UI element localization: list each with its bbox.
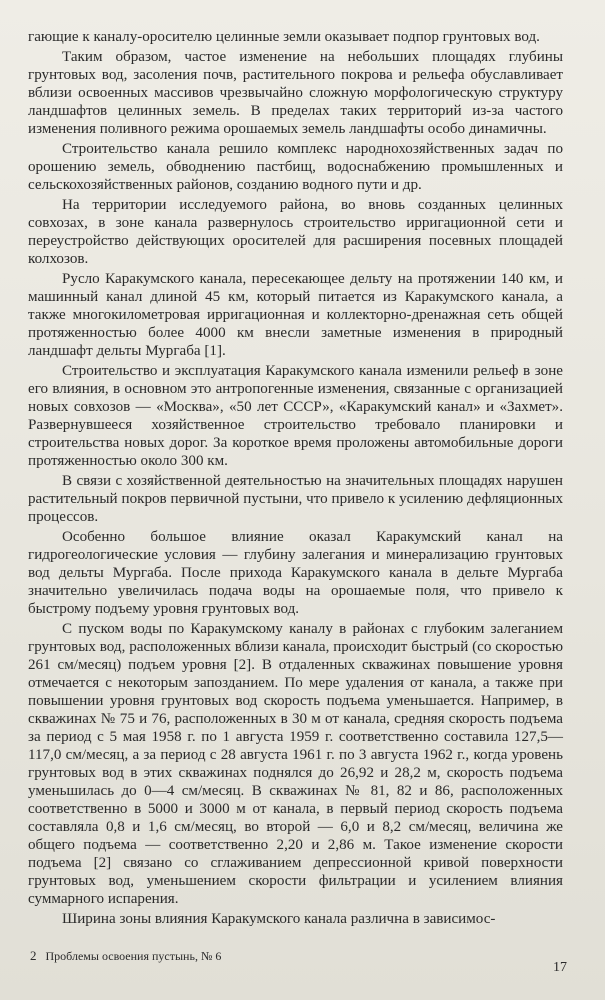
paragraph-1: гающие к каналу-оросителю целинные земли оказывает подпор грунтовых вод. bbox=[28, 29, 540, 45]
paragraph-10: Ширина зоны влияния Каракумского канала различна в зависимос- bbox=[62, 911, 496, 927]
paragraph-9: С пуском воды по Каракумскому каналу в районах с глубоким залеганием грунтовых вод, расположенных вблизи канала, происходит быстрый (со скоростью 261 см/месяц) подъем уровня [2]. В отдаленных скважинах повышение уровня отмечается с некоторым запозданием. По мере удаления от канала, а также при повышении уровня грунтовых вод скорость подъема уменьшается. Например, в скважинах № 75 и 76, расположенных в 30 м от канала, средняя скорость подъема за период с 5 мая 1958 г. по 1 августа 1959 г. соответственно составила 127,5—117,0 см/месяц, а за период с 28 августа 1961 г. по 3 августа 1962 г., когда уровень грунтовых вод в этих скважинах поднялся до 26,92 и 28,2 м, скорость подъема уменьшилась до 0—4 см/месяц. В скважинах № 81, 82 и 86, расположенных соответственно в 5000 и 3000 м от канала, в первый период скорость подъема составляла 0,8 и 1,6 см/месяц, во второй — 6,0 и 8,2 см/месяц, величина же общего подъема — соответственно 2,20 и 2,86 м. Такое изменение скорости подъема [2] связано со сглаживанием депрессионной кривой поверхности грунтовых вод, уменьшением скорости фильтрации и усилением влияния суммарного испарения. bbox=[28, 621, 563, 907]
signature-number: 2 bbox=[30, 948, 37, 963]
paragraph-8: Особенно большое влияние оказал Каракумский канал на гидрогеологические условия — глубину залегания и минерализацию грунтовых вод дельты Мургаба. После прихода Каракумского канала в дельте Мургаба значительно увеличилась подача воды на орошаемые поля, что привело к быстрому подъему уровня грунтовых вод. bbox=[28, 529, 563, 617]
signature-text: Проблемы освоения пустынь, № 6 bbox=[45, 949, 222, 963]
paragraph-7: В связи с хозяйственной деятельностью на значительных площадях нарушен растительный покров первичной пустыни, что привело к усилению дефляционных процессов. bbox=[28, 473, 563, 525]
paragraph-2: Таким образом, частое изменение на небольших площадях глубины грунтовых вод, засоления почв, растительного покрова и рельефа обуславливает вблизи освоенных массивов чрезвычайно сложную морфологическую структуру ландшафтов целинных земель. В пределах таких территорий из-за частого изменения поливного режима орошаемых земель ландшафты особо динамичны. bbox=[28, 49, 563, 137]
page-number: 17 bbox=[553, 960, 567, 975]
body-text bbox=[28, 28, 563, 930]
paragraph-5: Русло Каракумского канала, пересекающее дельту на протяжении 140 км, и машинный канал длиной 45 км, который питается из Каракумского канала, а также многокилометровая ирригационная и коллекторно-дренажная сеть общей протяженностью более 4000 км внесли заметные изменения в природный ландшафт дельты Мургаба [1]. bbox=[28, 271, 563, 359]
paragraph-6: Строительство и эксплуатация Каракумского канала изменили рельеф в зоне его влияния, в основном это антропогенные изменения, связанные с организацией новых совхозов — «Москва», «50 лет СССР», «Каракумский канал» и «Захмет». Развернувшееся хозяйственное строительство требовало планировки и строительства новых дорог. За короткое время проложены автомобильные дороги протяженностью около 300 км. bbox=[28, 363, 563, 469]
paragraph-3: Строительство канала решило комплекс народнохозяйственных задач по орошению земель, обводнению пастбищ, водоснабжению промышленных и сельскохозяйственных районов, созданию водного пути и др. bbox=[28, 141, 563, 193]
paragraph-4: На территории исследуемого района, во вновь созданных целинных совхозах, в зоне канала развернулось строительство ирригационной сети и переустройство действующих оросителей для расширения посевных площадей колхозов. bbox=[28, 197, 563, 267]
page-footer bbox=[30, 948, 567, 968]
